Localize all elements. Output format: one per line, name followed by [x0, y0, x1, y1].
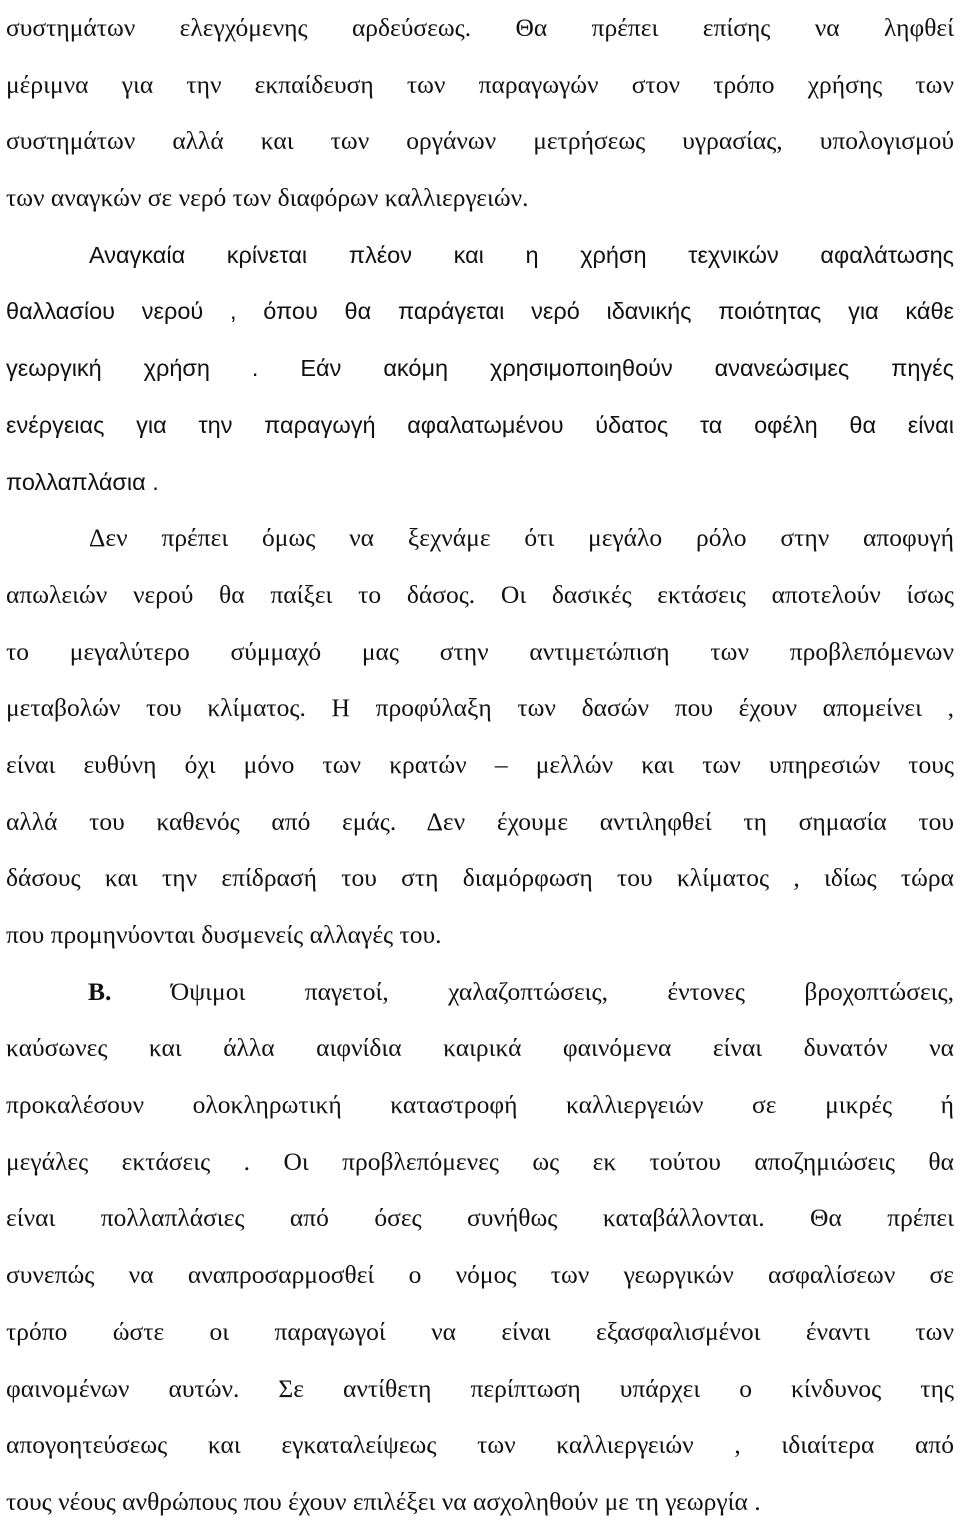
paragraph-line: συστημάτων ελεγχόμενης αρδεύσεως. Θα πρέπει επίσης να ληφθεί — [6, 13, 954, 42]
paragraph-line: Αναγκαία κρίνεται πλέον και η χρήση τεχνικών αφαλάτωσης — [89, 241, 954, 268]
paragraph-line — [6, 964, 954, 1021]
paragraph-4 — [6, 964, 954, 1531]
paragraph-line-text: Όψιμοι παγετοί, χαλαζοπτώσεις, έντονες βροχοπτώσεις, — [170, 976, 954, 1006]
paragraph-line: απογοητεύσεως και εγκαταλείψεως των καλλιεργειών , ιδιαίτερα από — [6, 1430, 954, 1460]
paragraph-1 — [6, 0, 954, 227]
paragraph-line: τους νέους ανθρώπους που έχουν επιλέξει να ασχοληθούν με τη γεωργία . — [6, 1486, 761, 1516]
paragraph-line: καύσωνες και άλλα αιφνίδια καιρικά φαινόμενα είναι δυνατόν να — [6, 1033, 954, 1063]
paragraph-line: ενέργειας για την παραγωγή αφαλατωμένου ύδατος τα οφέλη θα είναι — [6, 411, 954, 438]
paragraph-line: δάσους και την επίδρασή του στη διαμόρφωση του κλίματος , ιδίως τώρα — [6, 863, 954, 893]
paragraph-line: θαλλασίου νερού , όπου θα παράγεται νερό ιδανικής ποιότητας για κάθε — [6, 298, 954, 325]
section-marker: Β. — [88, 976, 112, 1006]
document-page — [6, 0, 954, 1531]
paragraph-line: φαινομένων αυτών. Σε αντίθετη περίπτωση υπάρχει ο κίνδυνος της — [6, 1373, 954, 1403]
paragraph-line: τρόπο ώστε οι παραγωγοί να είναι εξασφαλισμένοι έναντι των — [6, 1316, 954, 1346]
paragraph-line: των αναγκών σε νερό των διαφόρων καλλιεργειών. — [6, 183, 529, 213]
paragraph-line: προκαλέσουν ολοκληρωτική καταστροφή καλλιεργειών σε μικρές ή — [6, 1090, 954, 1120]
paragraph-line: πολλαπλάσια . — [6, 468, 159, 495]
paragraph-line: είναι πολλαπλάσιες από όσες συνήθως καταβάλλονται. Θα πρέπει — [6, 1203, 954, 1233]
paragraph-2 — [6, 227, 954, 510]
paragraph-line: που προμηνύονται δυσμενείς αλλαγές του. — [6, 920, 442, 949]
paragraph-line: μέριμνα για την εκπαίδευση των παραγωγών στον τρόπο χρήσης των — [6, 69, 954, 99]
paragraph-line: γεωργική χρήση . Εάν ακόμη χρησιμοποιηθούν ανανεώσιμες πηγές — [6, 355, 954, 382]
paragraph-3 — [6, 510, 954, 964]
paragraph-line: απωλειών νερού θα παίξει το δάσος. Οι δασικές εκτάσεις αποτελούν ίσως — [6, 579, 954, 609]
paragraph-line: το μεγαλύτερο σύμμαχό μας στην αντιμετώπιση των προβλεπόμενων — [6, 636, 954, 666]
paragraph-line: Δεν πρέπει όμως να ξεχνάμε ότι μεγάλο ρόλο στην αποφυγή — [89, 523, 954, 553]
paragraph-line: είναι ευθύνη όχι μόνο των κρατών – μελλών και των υπηρεσιών τους — [6, 749, 954, 779]
paragraph-line: συστημάτων αλλά και των οργάνων μετρήσεως υγρασίας, υπολογισμού — [6, 126, 954, 156]
paragraph-line: αλλά του καθενός από εμάς. Δεν έχουμε αντιληφθεί τη σημασία του — [6, 806, 954, 836]
paragraph-line: μεταβολών του κλίματος. Η προφύλαξη των δασών που έχουν απομείνει , — [6, 693, 954, 723]
paragraph-line: μεγάλες εκτάσεις . Οι προβλεπόμενες ως εκ τούτου αποζημιώσεις θα — [6, 1146, 954, 1176]
paragraph-line: συνεπώς να αναπροσαρμοσθεί ο νόμος των γεωργικών ασφαλίσεων σε — [6, 1260, 954, 1290]
